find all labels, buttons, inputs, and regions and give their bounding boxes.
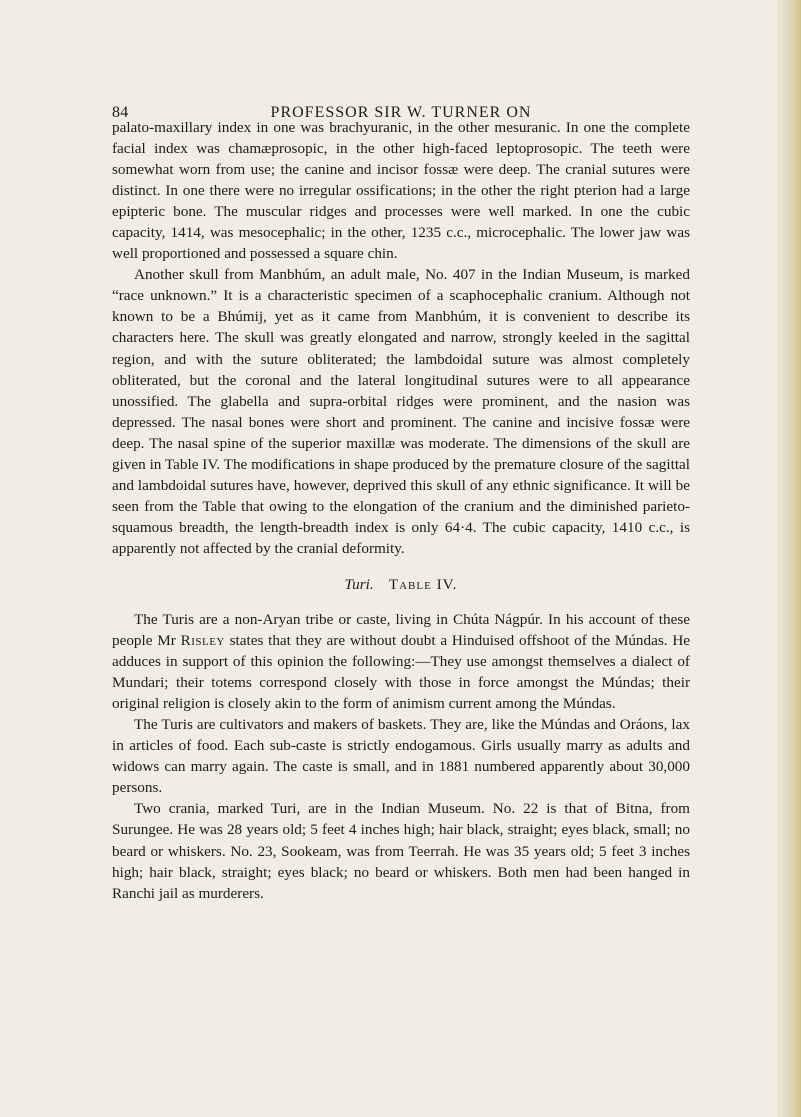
paragraph-turis-intro-start: The Turis are a non-Aryan tribe or caste, living in Chúta Nágpúr. In his account of these people Mr	[112, 610, 690, 650]
paragraph-bhumij-skulls: palato-maxillary index in one was brachyuranic, in the other mesuranic. In one the complete facial index was chamæprosopic, in the other high-faced leptoprosopic. The teeth were somewhat worn from use; the canine and incisor fossæ were deep. The cranial sutures were distinct. In one there were no irregular ossifications; in the other the right pterion had a large epipteric bone. The muscular ridges and processes were well marked. In one the cubic capacity, 1414, was mesocephalic; in the other, 1235 c.c., microcephalic. The lower jaw was well proportioned and possessed a square chin.	[112, 119, 690, 263]
paragraph-turis-intro-end: states that they are without doubt a Hinduised offshoot of the Múndas. He adduces in support of this opinion the following:—They use amongst themselves a dialect of Mundari; their totems correspond closely with those in force amongst the Múndas; their original religion is closely akin to the form of animism current among the Múndas.	[112, 632, 691, 713]
paragraph-turi-crania: Two crania, marked Turi, are in the Indian Museum. No. 22 is that of Bitna, from Surungee. He was 28 years old; 5 feet 4 inches high; hair black, straight; eyes black, small; no beard or whiskers. No. 23, Sookeam, was from Teerrah. He was 35 years old; 5 feet 3 inches high; hair black, straight; eyes black; no beard or whiskers. Both men had been hanged in Ranchi jail as murderers.	[112, 800, 690, 902]
page-edge-shadow	[777, 0, 801, 1117]
paragraph-manbhum-skull: Another skull from Manbhúm, an adult male, No. 407 in the Indian Museum, is marked “race unknown.” It is a characteristic specimen of a scaphocephalic cranium. Although not known to be a Bhúmij, yet as it came from Manbhúm, it is convenient to describe its characters here. The skull was greatly elongated and narrow, strongly keeled in the sagittal region, and with the suture obliterated; the lambdoidal suture was almost completely obliterated, but the coronal and the lateral longitudinal sutures were to all appearance unossified. The glabella and supra-orbital ridges were prominent, and the nasion was depressed. The nasal bones were short and prominent. The canine and incisive fossæ were deep. The nasal spine of the superior maxillæ was moderate. The dimensions of the skull are given in Table IV. The modifications in shape produced by the premature closure of the sagittal and lambdoidal sutures have, however, deprived this skull of any ethnic significance. It will be seen from the Table that owing to the elongation of the cranium and the diminished parieto-squamous breadth, the length-breadth index is only 64·4. The cubic capacity, 1410 c.c., is apparently not affected by the cranial deformity.	[112, 266, 690, 557]
paragraph-turis-customs: The Turis are cultivators and makers of baskets. They are, like the Múndas and Oráons, lax in articles of food. Each sub-caste is strictly endogamous. Girls usually marry as adults and widows can marry again. The caste is small, and in 1881 numbered apparently about 30,000 persons.	[112, 716, 690, 797]
author-name-risley: Risley	[180, 632, 225, 650]
body-text	[112, 117, 690, 904]
section-heading	[112, 574, 690, 595]
page-number: 84	[112, 104, 129, 121]
paragraph-turis-intro	[112, 609, 690, 714]
section-heading-table-ref: Table IV.	[388, 575, 458, 593]
section-heading-name: Turi.	[344, 575, 374, 593]
running-head: PROFESSOR SIR W. TURNER ON	[270, 104, 532, 121]
